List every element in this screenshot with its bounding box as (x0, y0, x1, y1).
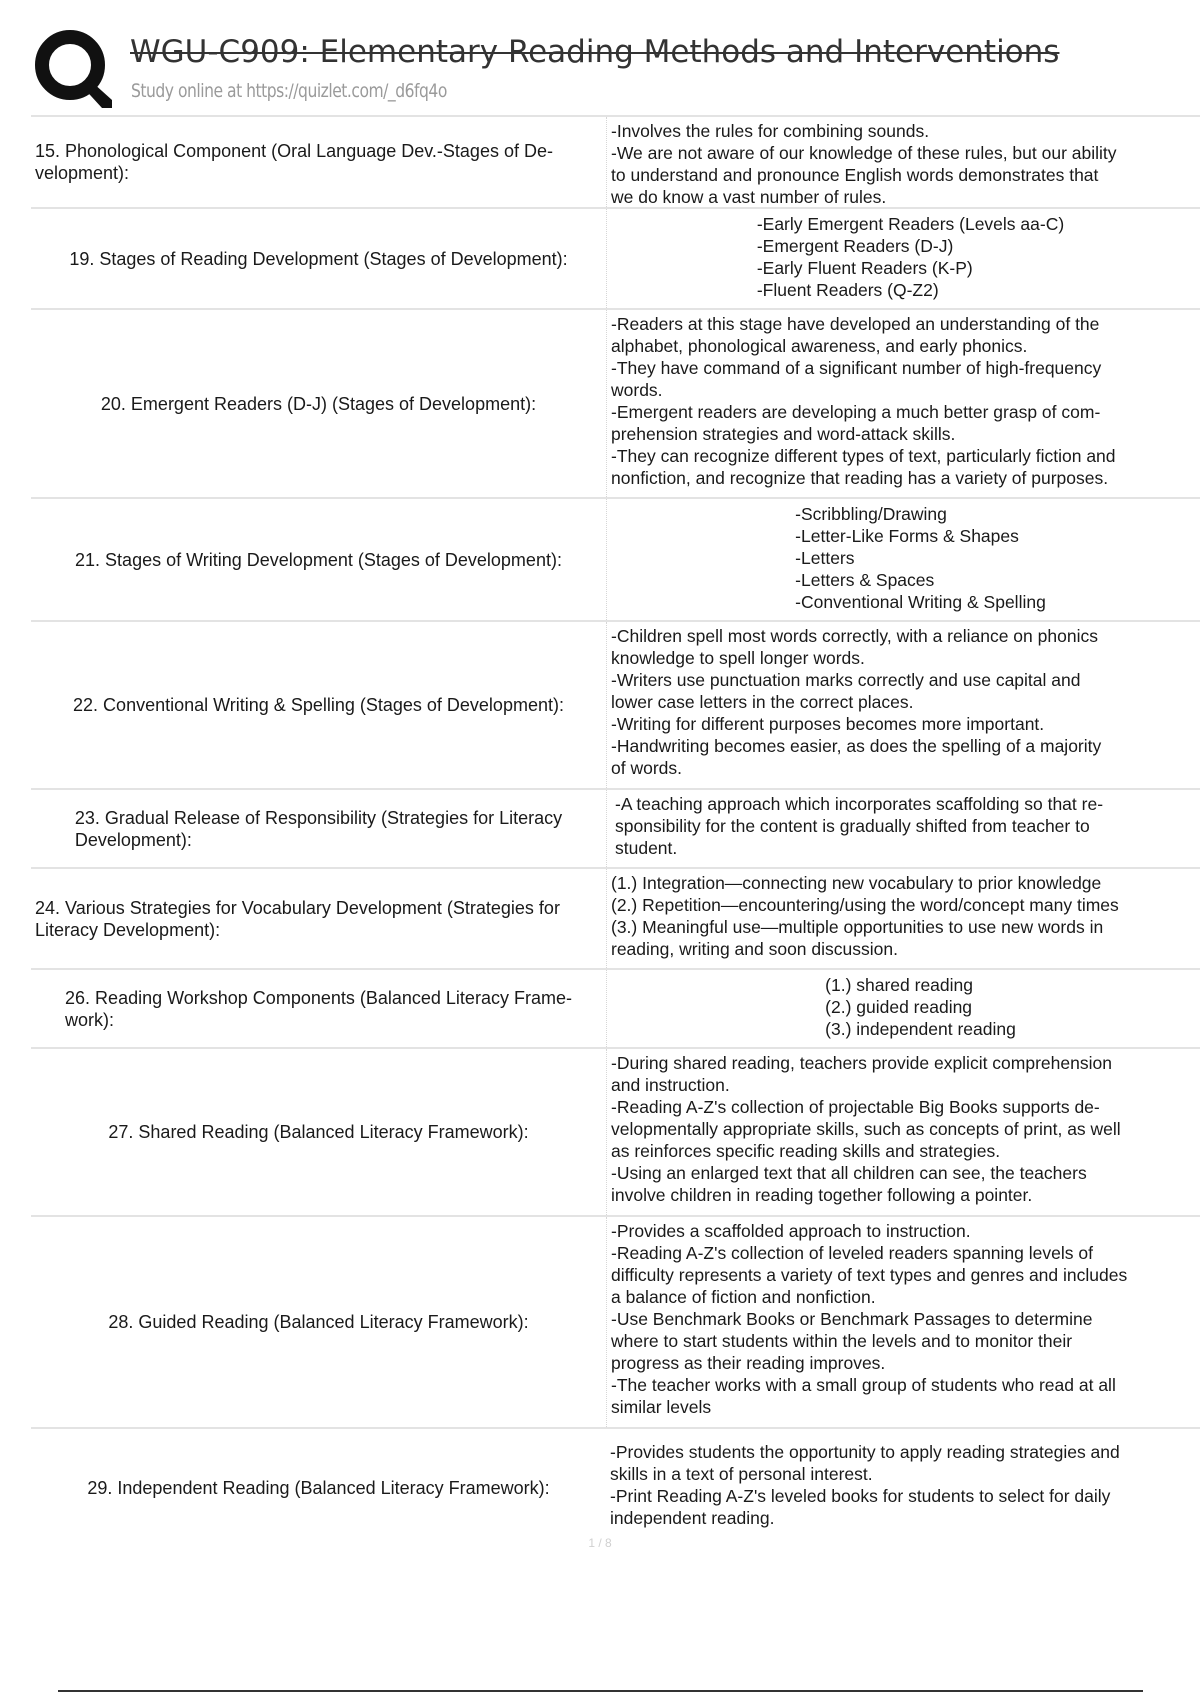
flashcard (31, 620, 1200, 788)
flashcard (31, 308, 1200, 497)
card-definition: -Involves the rules for combining sounds. -We are not aware of our knowledge of these rules, but our ability to understand and pronounce English words demonstrates that we do know a vast number of rules. (606, 117, 1200, 207)
quizlet-logo-icon (32, 26, 112, 112)
card-term: 20. Emergent Readers (D-J) (Stages of Development): (100, 393, 537, 414)
card-term: 26. Reading Workshop Components (Balanced Literacy Frame- work): (65, 987, 572, 1030)
card-definition: -Provides students the opportunity to apply reading strategies and skills in a text of personal interest. -Print Reading A-Z's leveled books for students to select for daily independent reading. (610, 1442, 1120, 1528)
flashcard (31, 788, 1200, 867)
card-term: 24. Various Strategies for Vocabulary Development (Strategies for Literacy Development): (35, 897, 560, 940)
card-term: 28. Guided Reading (Balanced Literacy Framework): (108, 1312, 529, 1332)
card-definition: -Provides a scaffolded approach to instruction. -Reading A-Z's collection of leveled readers spanning levels of difficulty represents a variety of text types and genres and includes a balance of fiction and nonfiction. -Use Benchmark Books or Benchmark Passages to determine where to start students within the levels and to monitor their progress as their reading improves. -The teacher works with a small group of students who read at all similar levels (606, 1217, 1200, 1427)
card-definition: -Early Emergent Readers (Levels aa-C) -Emergent Readers (D-J) -Early Fluent Readers (K-P) -Fluent Readers (Q-Z2) (606, 209, 1200, 308)
card-definition: -Children spell most words correctly, with a reliance on phonics knowledge to spell longer words. -Writers use punctuation marks correctly and use capital and lower case letters in the correct places. -Writing for different purposes becomes more important. -Handwriting becomes easier, as does the spelling of a majority of words. (606, 622, 1200, 788)
card-definition: (1.) Integration—connecting new vocabulary to prior knowledge (2.) Repetition—encountering/using the word/concept many times (3.) Meaningful use—multiple opportunities to use new words in reading, writing and soon discussion. (606, 869, 1200, 968)
card-term: 23. Gradual Release of Responsibility (Strategies for Literacy Development): (74, 807, 563, 850)
card-definition: -Readers at this stage have developed an understanding of the alphabet, phonological awareness, and early phonics. -They have command of a significant number of high-frequency words. -Emergent readers are developing a much better grasp of com- prehension strategies and word-attack skills. -They can recognize different types of text, particularly fiction and nonfiction, and recognize that reading has a variety of purposes. (606, 310, 1200, 497)
card-term: 19. Stages of Reading Development (Stages of Development): (69, 248, 568, 269)
card-term: 27. Shared Reading (Balanced Literacy Framework): (108, 1122, 529, 1142)
study-online-link[interactable]: Study online at https://quizlet.com/_d6fq4o (131, 80, 447, 102)
card-definition: (1.) shared reading (2.) guided reading (3.) independent reading (606, 970, 1200, 1047)
flashcard (31, 497, 1200, 620)
card-definition: -A teaching approach which incorporates scaffolding so that re- sponsibility for the content is gradually shifted from teacher to student. (606, 790, 1200, 867)
card-term: 22. Conventional Writing & Spelling (Stages of Development): (73, 695, 564, 715)
footer-divider (58, 1690, 1143, 1692)
card-term: 29. Independent Reading (Balanced Literacy Framework): (87, 1478, 550, 1498)
flashcard (31, 115, 1200, 207)
card-definition: -During shared reading, teachers provide explicit comprehension and instruction. -Reading A-Z's collection of projectable Big Books supports de- velopmentally appropriate skills, such as concepts of print, as well as reinforces specific reading skills and strategies. -Using an enlarged text that all children can see, the teachers involve children in reading together following a pointer. (606, 1049, 1200, 1215)
page-number: 1 / 8 (588, 1536, 612, 1550)
flashcard (31, 1047, 1200, 1215)
flashcard (31, 207, 1200, 308)
card-definition: -Scribbling/Drawing -Letter-Like Forms & Shapes -Letters -Letters & Spaces -Conventional Writing & Spelling (606, 499, 1200, 620)
card-term: 15. Phonological Component (Oral Language Dev.-Stages of De- velopment): (35, 141, 553, 183)
flashcard (31, 1215, 1200, 1427)
page-title: WGU-C909: Elementary Reading Methods and Interventions (130, 34, 1060, 70)
flashcard (31, 867, 1200, 968)
card-term: 21. Stages of Writing Development (Stages of Development): (75, 549, 562, 570)
flashcard-list (31, 115, 1200, 1561)
flashcard (31, 968, 1200, 1047)
